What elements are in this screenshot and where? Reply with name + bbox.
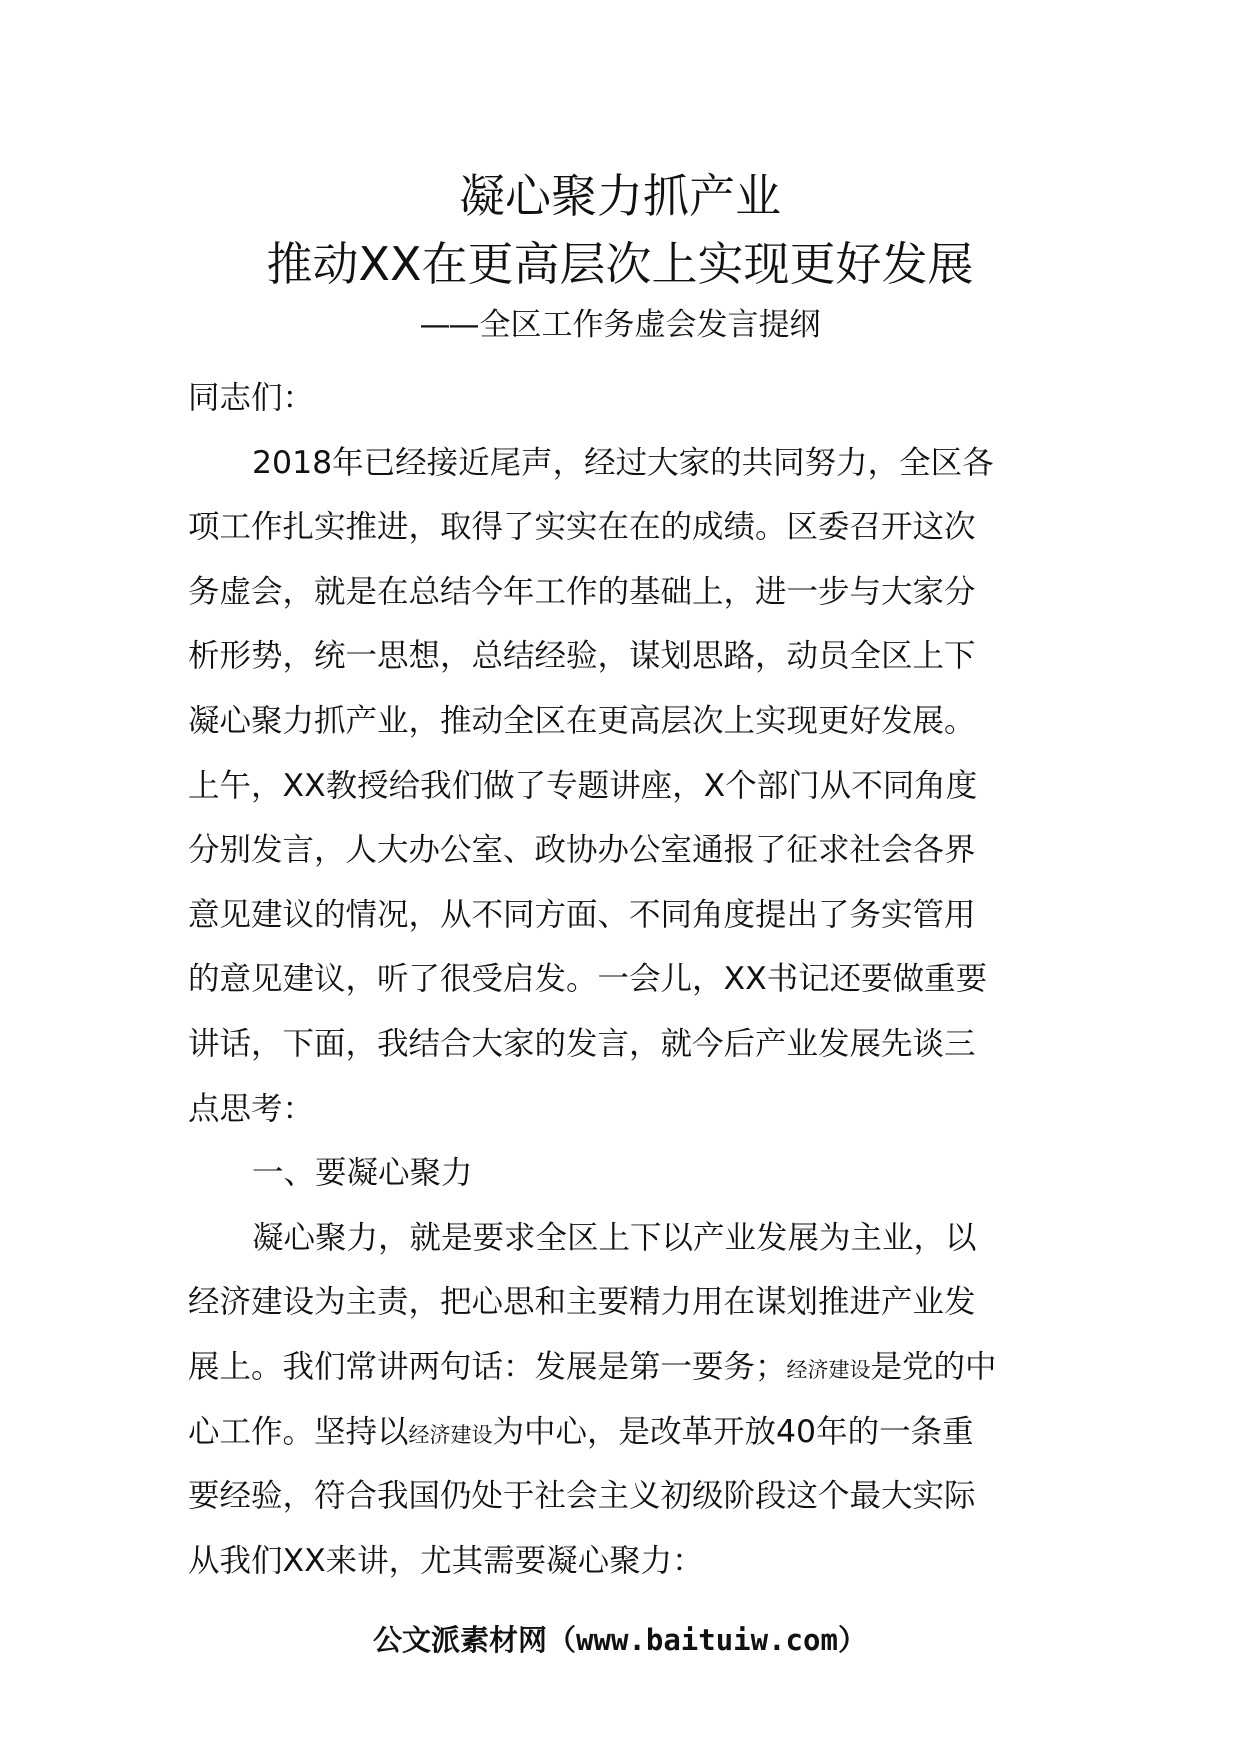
subtitle-text: 全区工作务虚会发言提纲 [479, 307, 821, 343]
title-line-2: 推动XX在更高层次上实现更好发展 [266, 237, 974, 291]
paragraph-line: 上午，XX教授给我们做了专题讲座，X个部门从不同角度 [188, 767, 978, 804]
paragraph-line: 点思考： [188, 1090, 315, 1127]
paragraph-1 [188, 431, 1060, 1142]
paragraph-line: 要经验，符合我国仍处于社会主义初级阶段这个最大实际 [188, 1478, 976, 1515]
paragraph-line: 析形势，统一思想，总结经验，谋划思路，动员全区上下 [188, 638, 976, 675]
paragraph-line: 的意见建议，听了很受启发。一会儿，XX书记还要做重要 [188, 961, 988, 998]
paragraph-line: 凝心聚力抓产业，推动全区在更高层次上实现更好发展。 [188, 702, 976, 739]
document-body [188, 366, 1060, 1593]
text-run: 是党的中 [870, 1348, 997, 1385]
title-line-1: 凝心聚力抓产业 [459, 169, 781, 223]
paragraph-line: 意见建议的情况，从不同方面、不同角度提出了务实管用 [188, 896, 976, 933]
paragraph-line: 从我们XX来讲，尤其需要凝心聚力： [188, 1542, 704, 1579]
paragraph-line: 讲话，下面，我结合大家的发言，就今后产业发展先谈三 [188, 1025, 976, 1062]
paragraph-2 [188, 1206, 1060, 1594]
text-run: 心工作。坚持以 [188, 1413, 409, 1450]
paragraph-line [188, 1335, 1060, 1400]
paragraph-line [188, 1400, 1060, 1465]
paragraph-line: 项工作扎实推进，取得了实实在在的成绩。区委召开这次 [188, 509, 976, 546]
small-text-run: 经济建设 [786, 1357, 871, 1382]
footer-watermark: 公文派素材网（www.baituiw.com） [373, 1623, 867, 1657]
paragraph-line: 2018年已经接近尾声，经过大家的共同努力，全区各 [252, 444, 994, 481]
subtitle [0, 305, 1240, 345]
paragraph-line: 凝心聚力，就是要求全区上下以产业发展为主业，以 [252, 1219, 977, 1256]
salutation: 同志们： [188, 380, 315, 416]
paragraph-line: 经济建设为主责，把心思和主要精力用在谋划推进产业发 [188, 1284, 976, 1321]
text-run: 展上。我们常讲两句话：发展是第一要务； [188, 1348, 787, 1385]
paragraph-line: 务虚会，就是在总结今年工作的基础上，进一步与大家分 [188, 573, 976, 610]
text-run: 为中心，是改革开放40年的一条重 [492, 1413, 974, 1450]
section-heading-1: 一、要凝心聚力 [252, 1155, 473, 1192]
small-text-run: 经济建设 [408, 1422, 493, 1447]
paragraph-line: 分别发言，人大办公室、政协办公室通报了征求社会各界 [188, 832, 976, 869]
subtitle-dash: —— [419, 307, 478, 343]
